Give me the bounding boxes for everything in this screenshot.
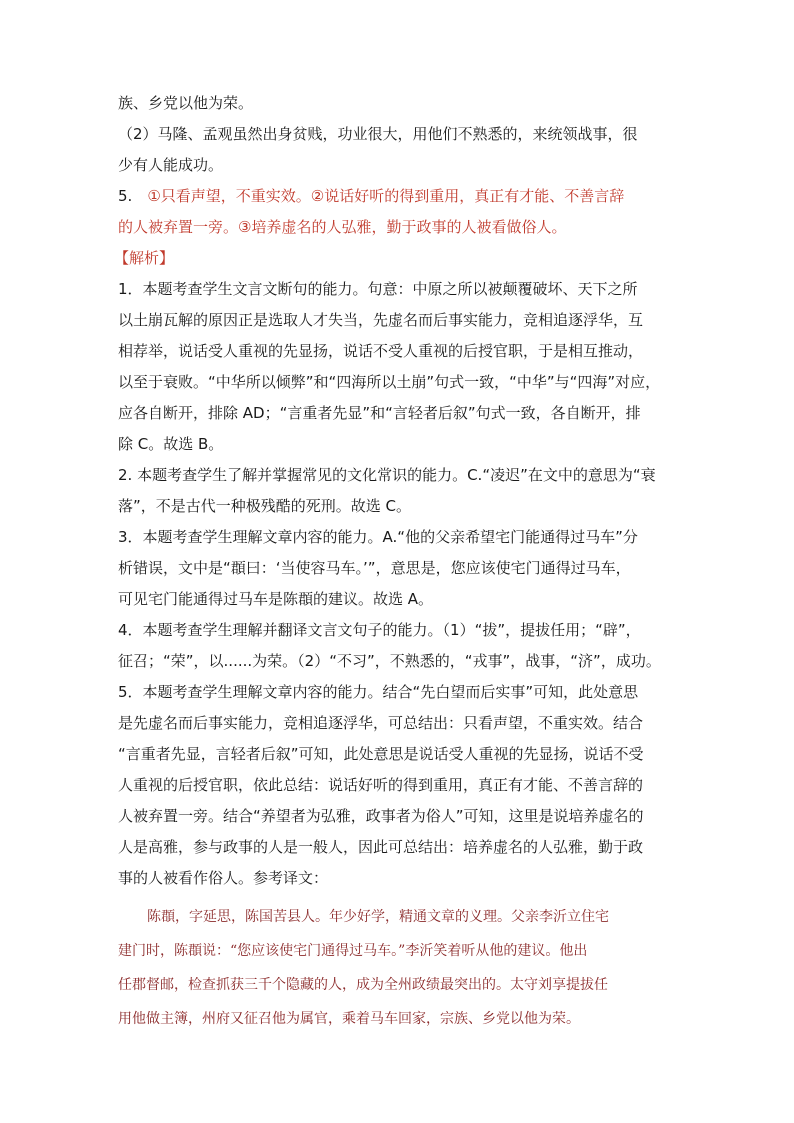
translation-line: 陈頵，字延思，陈国苦县人。年少好学，精通文章的义理。父亲李沂立住宅 <box>147 909 609 925</box>
analysis-heading: 【解析】 <box>114 249 175 267</box>
answer-4-2-line-1: （2）马隆、孟观虽然出身贫贱，功业很大，用他们不熟悉的，来统领战事，很 <box>118 125 638 143</box>
translation-line: 建门时，陈頵说：“您应该使宅门通得过马车。”李沂笑着听从他的建议。他出 <box>118 943 588 959</box>
analysis-line: 4．本题考查学生理解并翻译文言文句子的能力。（1）“拔”，提拔任用；“辟”， <box>118 621 641 639</box>
analysis-line: 是先虚名而后事实能力，竞相追逐浮华，可总结出：只看声望，不重实效。结合 <box>118 714 644 732</box>
analysis-line: 人是高雅，参与政事的人是一般人，因此可总结出：培养虚名的人弘雅，勤于政 <box>118 838 644 856</box>
reference-translation <box>118 900 680 1036</box>
analysis-line: 2. 本题考查学生了解并掌握常见的文化常识的能力。C.“凌迟”在文中的意思为“衰 <box>118 466 656 484</box>
analysis-line: 相荐举，说话受人重视的先显扬，说话不受人重视的后授官职，于是相互推动， <box>118 342 644 360</box>
analysis-line: 5．本题考查学生理解文章内容的能力。结合“先白望而后实事”可知，此处意思 <box>118 683 639 701</box>
analysis-line: 析错误，文中是“頵曰：‘当使容马车。’”，意思是，您应该使宅门通得过马车， <box>118 559 631 577</box>
analysis-line: 以至于衰败。“中华所以倾弊”和“四海所以土崩”句式一致，“中华”与“四海”对应， <box>118 373 661 391</box>
analysis-line: 除 C。故选 B。 <box>118 435 224 453</box>
analysis-line: 应各自断开，排除 AD；“言重者先显”和“言轻者后叙”句式一致，各自断开，排 <box>118 404 641 422</box>
analysis-line: 1．本题考查学生文言文断句的能力。句意：中原之所以被颠覆破坏、天下之所 <box>118 280 638 298</box>
answer-5-line-2: 的人被弃置一旁。③培养虚名的人弘雅，勤于政事的人被看做俗人。 <box>118 218 567 236</box>
document-page <box>114 88 680 1036</box>
answers-section <box>118 88 680 243</box>
answer-3-tail: 族、乡党以他为荣。 <box>118 94 254 112</box>
answer-4-2-line-2: 少有人能成功。 <box>118 156 224 174</box>
answer-5-number: 5. <box>118 187 133 205</box>
analysis-line: 落”，不是古代一种极残酷的死刑。故选 C。 <box>118 497 412 515</box>
analysis-line: 以土崩瓦解的原因正是选取人才失当，先虚名而后事实能力，竞相追逐浮华，互 <box>118 311 644 329</box>
analysis-line: “言重者先显，言轻者后叙”可知，此处意思是说话受人重视的先显扬，说话不受 <box>118 745 644 763</box>
translation-line: 任郡督邮，检查抓获三千个隐藏的人，成为全州政绩最突出的。太守刘享提拔任 <box>118 977 608 993</box>
analysis-line: 人被弃置一旁。结合“养望者为弘雅，政事者为俗人”可知，这里是说培养虚名的 <box>118 807 644 825</box>
analysis-line: 征召；“荣”，以......为荣。（2）“不习”，不熟悉的，“戎事”，战事，“济”，成功。 <box>118 652 661 670</box>
analysis-line: 3．本题考查学生理解文章内容的能力。A.“他的父亲希望宅门能通得过马车”分 <box>118 528 638 546</box>
analysis-line: 人重视的后授官职，依此总结：说话好听的得到重用，真正有才能、不善言辞的 <box>118 776 644 794</box>
answer-5-text-1: ①只看声望，不重实效。②说话好听的得到重用，真正有才能、不善言辞 <box>147 187 625 205</box>
translation-line: 用他做主簿，州府又征召他为属官，乘着马车回家，宗族、乡党以他为荣。 <box>118 1011 580 1027</box>
analysis-section <box>118 274 680 894</box>
answer-5-line-1 <box>118 181 680 212</box>
analysis-line: 可见宅门能通得过马车是陈頵的建议。故选 A。 <box>118 590 434 608</box>
analysis-line: 事的人被看作俗人。参考译文： <box>118 869 329 887</box>
